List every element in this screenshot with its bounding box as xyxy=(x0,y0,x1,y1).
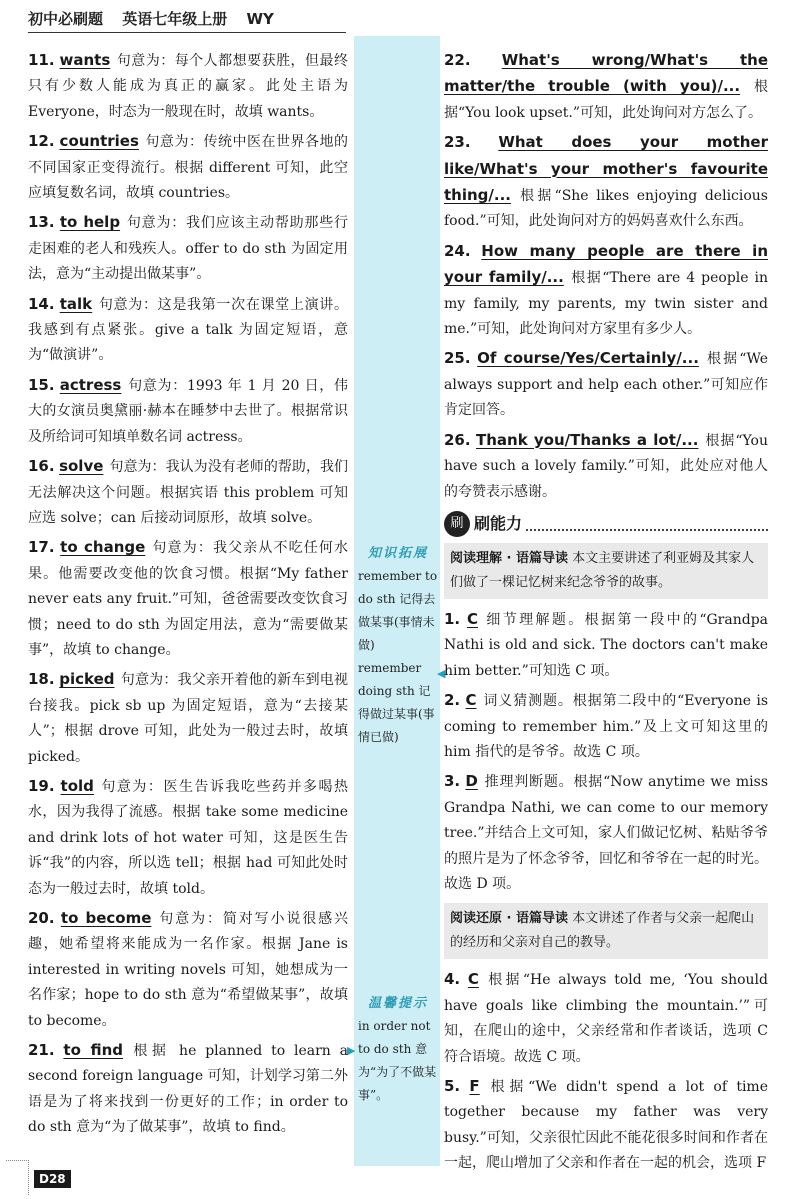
item-explanation: 细节理解题。根据第一段中的“Grandpa Nathi is old and sick. The doctors can't make him better.”可知选 C 项。 xyxy=(444,611,769,679)
item-explanation: 句意为：1993 年 1 月 20 日，伟大的女演员奥黛丽·赫本在睡梦中去世了。根据常识及所给词可知填单数名词 actress。 xyxy=(28,377,348,445)
item-explanation: 句意为：简对写小说很感兴趣，她希望将来能成为一名作家。根据 Jane is interested in writing novels 可知，她想成为一名作家；hope to do sth 意为“希望做某事”，故填 to become。 xyxy=(28,911,349,1029)
item-answer: wants xyxy=(59,51,111,69)
item-number: 20. xyxy=(28,909,55,927)
item-answer: to help xyxy=(59,213,121,232)
item-answer: picked xyxy=(59,670,115,689)
item-answer: solve xyxy=(59,457,104,476)
note-knowledge xyxy=(358,542,438,749)
item-answer: How many people are there in your family/... xyxy=(444,241,768,287)
note-tip-text: in order not to do sth 意为“为了不做某事”。 xyxy=(358,1019,437,1102)
page-number: D28 xyxy=(34,1170,71,1188)
item-answer: C xyxy=(467,970,479,989)
item-number: 17. xyxy=(28,538,55,557)
section-header xyxy=(444,511,768,537)
item-answer: What does your mother like/What's your mother's favourite thing/... xyxy=(444,133,768,205)
item-number: 22. xyxy=(444,51,471,69)
item-number: 2. xyxy=(444,691,461,710)
item-number: 4. xyxy=(444,970,461,989)
item-number: 26. xyxy=(444,430,471,449)
answer-item xyxy=(444,428,768,505)
item-answer: C xyxy=(465,691,477,710)
item-explanation: 句意为：这是我第一次在课堂上演讲。我感到有点紧张。give a talk 为固定短语，意为“做演讲”。 xyxy=(28,296,349,364)
item-answer: C xyxy=(466,609,478,628)
item-number: 1. xyxy=(444,609,461,628)
answer-item xyxy=(444,130,768,235)
item-explanation: 句意为：我父亲开着他的新车到电视台接我。pick sb up 为固定短语，意为“去接某人”；根据 drove 可知，此处为一般过去时，故填 picked。 xyxy=(28,672,348,765)
item-answer: Thank you/Thanks a lot/... xyxy=(476,430,699,449)
book-title: 初中必刷题 xyxy=(28,10,104,28)
item-answer: to become xyxy=(60,909,152,927)
dotted-divider xyxy=(526,517,768,531)
item-explanation: 推理判断题。根据“Now anytime we miss Grandpa Nathi, we can come to our memory tree.”并结合上文可知，家人们做记忆树、粘贴爷爷的照片是为了怀念爷爷，回忆和爷爷在一起的时光。故选 D 项。 xyxy=(444,774,769,892)
edition-label: WY xyxy=(246,10,274,28)
answer-item xyxy=(444,967,768,1070)
note-tip xyxy=(358,992,438,1107)
item-explanation: 根据“There are 4 people in my family, my parents, my twin sister and me.”可知，此处询问对方家里有多少人。 xyxy=(444,270,768,338)
answer-item xyxy=(28,129,348,206)
answer-item xyxy=(444,346,768,423)
item-number: 16. xyxy=(28,457,55,476)
item-answer: F xyxy=(469,1077,480,1095)
item-explanation: 句意为：每个人都想要获胜，但最终只有少数人能成为真正的赢家。此处主语为 Everyone，时态为一般现在时，故填 wants。 xyxy=(28,53,349,120)
item-number: 15. xyxy=(28,375,55,394)
arrow-left-icon: ▶ xyxy=(347,1044,356,1057)
item-explanation: 句意为：医生告诉我吃些药并多喝热水，因为我得了流感。根据 take some medicine and drink lots of hot water 可知，这是医生告诉“我”的内容，所以选 tell；根据 had 可知此处时态为一般过去时，故填 told。 xyxy=(28,778,349,897)
note-knowledge-title: 知识拓展 xyxy=(367,546,428,561)
answer-item xyxy=(28,454,348,531)
item-number: 14. xyxy=(28,294,55,313)
answer-item xyxy=(28,906,348,1034)
item-explanation: 根据“You look upset.”可知，此处询问对方怎么了。 xyxy=(444,79,768,121)
item-explanation: 句意为：我父亲从不吃任何水果。他需要改变他的饮食习惯。根据“My father never eats any fruit.”可知，爸爸需要改变饮食习惯；need to do sth 为固定用法，意为“需要做某事”，故填 to change。 xyxy=(28,540,349,658)
answer-item xyxy=(28,373,348,450)
note-tip-title: 温馨提示 xyxy=(367,996,428,1011)
right-items xyxy=(444,48,768,505)
item-explanation: 根据“He always told me, ‘You should have goals like climbing the mountain.’”可知，在爬山的途中，父亲经常和作者谈话，选项 C 符合语境。故选 C 项。 xyxy=(444,972,769,1065)
item-explanation: 根据“You have such a lovely family.”可知，此处应对他人的夸赞表示感谢。 xyxy=(444,432,768,500)
item-number: 13. xyxy=(28,213,55,232)
section-title: 刷能力 xyxy=(474,514,523,534)
page-corner xyxy=(6,1160,29,1195)
restore-guide-title: 阅读还原 · 语篇导读 xyxy=(450,911,568,927)
answer-item xyxy=(444,769,768,897)
item-explanation: 词义猜测题。根据第二段中的“Everyone is coming to remember him.”及上文可知这里的 him 指代的是爷爷。故选 C 项。 xyxy=(444,693,769,760)
item-number: 18. xyxy=(28,670,55,689)
item-answer: to change xyxy=(60,538,146,557)
answer-item xyxy=(444,607,768,684)
item-number: 12. xyxy=(28,132,55,151)
item-number: 25. xyxy=(444,349,471,368)
item-answer: Of course/Yes/Certainly/... xyxy=(477,349,699,368)
item-answer: D xyxy=(465,772,478,791)
right-column xyxy=(444,48,768,1181)
answer-item xyxy=(28,210,348,287)
item-explanation: 根据“She likes enjoying delicious food.”可知，此处询问对方的妈妈喜欢什么东西。 xyxy=(444,188,768,230)
answer-item xyxy=(28,774,348,902)
item-number: 23. xyxy=(444,133,471,152)
page-header xyxy=(28,8,288,29)
reading-items xyxy=(444,607,768,897)
header-divider xyxy=(28,32,346,33)
note-knowledge-text: remember to do sth 记得去做某事(事情未做) remember doing sth 记得做过某事(事情已做) xyxy=(358,569,438,744)
item-explanation: 根据 he planned to learn a second foreign language 可知，计划学习第二外语是为了将来找到一份更好的工作；in order to do sth 意为“为了做某事”，故填 to find。 xyxy=(28,1043,348,1136)
item-number: 24. xyxy=(444,241,471,260)
item-answer: told xyxy=(60,776,94,795)
answer-item xyxy=(444,1074,768,1177)
reading-guide xyxy=(444,543,768,599)
item-explanation: 句意为：传统中医在世界各地的不同国家正变得流行。根据 different 可知，此空应填复数名词，故填 countries。 xyxy=(28,134,349,202)
left-column xyxy=(28,48,348,1145)
restore-guide xyxy=(444,903,768,959)
item-answer: countries xyxy=(59,132,139,151)
restore-items xyxy=(444,967,768,1176)
item-explanation: 句意为：我们应该主动帮助那些行走困难的老人和残疾人。offer to do sth 为固定用法，意为“主动提出做某事”。 xyxy=(28,215,349,283)
item-number: 21. xyxy=(28,1041,55,1060)
reading-guide-title: 阅读理解 · 语篇导读 xyxy=(450,550,568,566)
reading-guide-text: 本文主要讲述了利亚姆及其家人们做了一棵记忆树来纪念爷爷的故事。 xyxy=(450,550,755,590)
subject-title: 英语七年级上册 xyxy=(122,10,228,28)
item-explanation: 根据“We always support and help each other.”可知应作肯定回答。 xyxy=(444,351,768,419)
answer-item xyxy=(444,688,768,765)
restore-guide-text: 本文讲述了作者与父亲一起爬山的经历和父亲对自己的教导。 xyxy=(450,911,755,951)
arrow-right-icon: ◀ xyxy=(437,667,446,680)
item-number: 5. xyxy=(444,1077,461,1095)
item-number: 11. xyxy=(28,51,55,69)
answer-item xyxy=(444,48,768,126)
brush-icon: 刷 xyxy=(444,511,470,537)
answer-item xyxy=(28,292,348,369)
item-answer: actress xyxy=(59,375,122,394)
item-answer: talk xyxy=(59,294,93,313)
item-answer: to find xyxy=(63,1041,124,1060)
answer-item xyxy=(28,1038,348,1141)
item-explanation: 根据“We didn't spend a lot of time together because my father was very busy.”可知，父亲很忙因此不能花很多时间和作者在一起，爬山增加了父亲和作者在一起的机会，选项 F xyxy=(444,1079,768,1172)
answer-item xyxy=(444,239,768,343)
item-explanation: 句意为：我认为没有老师的帮助，我们无法解决这个问题。根据宾语 this problem 可知应选 solve；can 后接动词原形，故填 solve。 xyxy=(28,459,349,526)
item-number: 19. xyxy=(28,776,55,795)
answer-item xyxy=(28,667,348,770)
item-number: 3. xyxy=(444,772,461,791)
item-answer: What's wrong/What's the matter/the trouble (with you)/... xyxy=(444,51,768,96)
answer-item xyxy=(28,535,348,663)
answer-item xyxy=(28,48,348,125)
